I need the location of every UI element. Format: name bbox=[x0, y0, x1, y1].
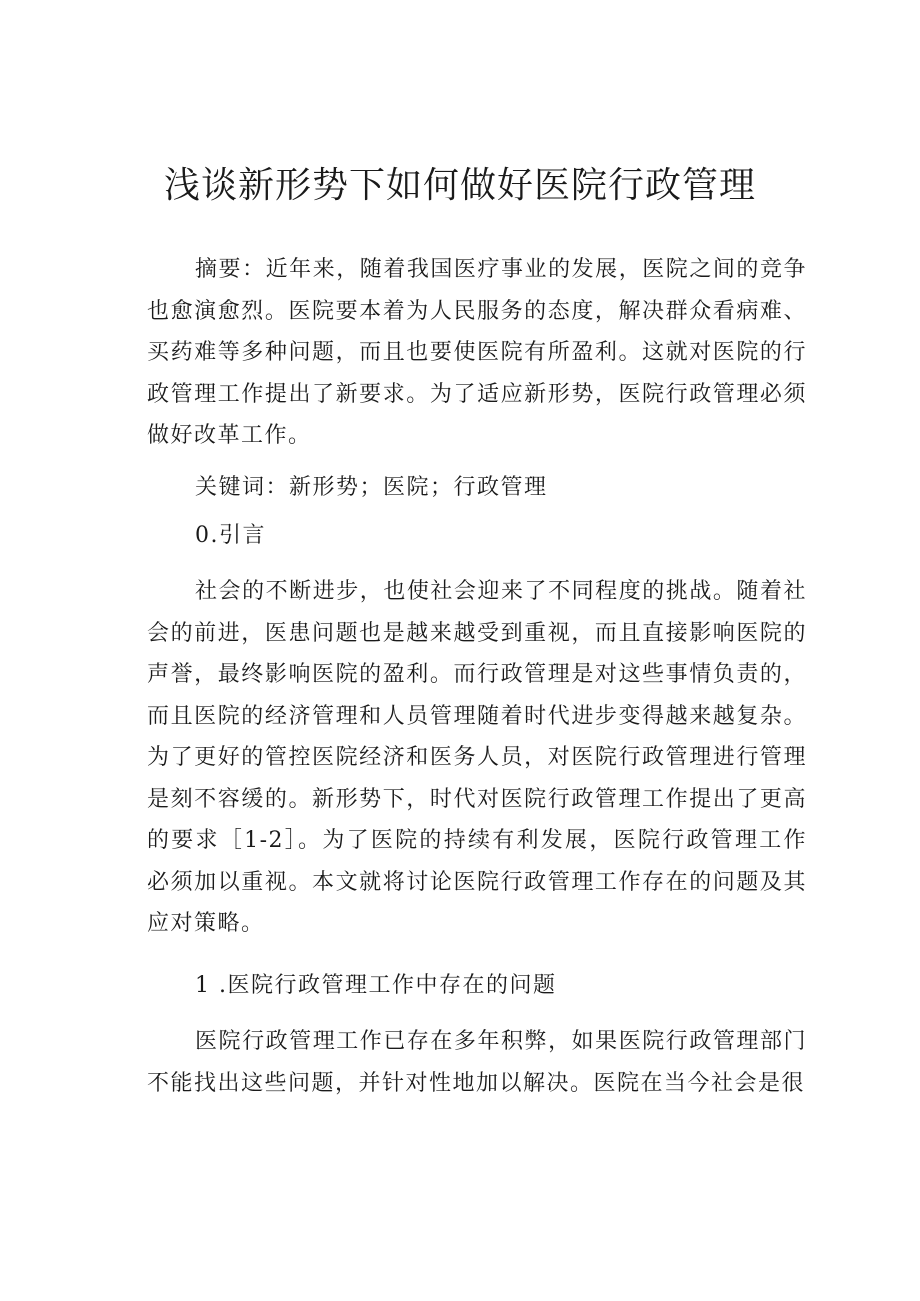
section-1-heading: 1 .医院行政管理工作中存在的问题 bbox=[195, 973, 557, 998]
section-0-body: 社会的不断进步，也使社会迎来了不同程度的挑战。随着社会的前进，医患问题也是越来越受到重视，而且直接影响医院的声誉，最终影响医院的盈利。而行政管理是对这些事情负责的，而且医院的经济管理和人员管理随着时代进步变得越来越复杂。为了更好的管控医院经济和医务人员，对医院行政管理进行管理是刻不容缓的。新形势下，时代对医院行政管理工作提出了更高的要求［1-2］。为了医院的持续有利发展，医院行政管理工作必须加以重视。本文就将讨论医院行政管理工作存在的问题及其应对策略。 bbox=[147, 579, 807, 936]
keywords-line: 关键词：新形势；医院；行政管理 bbox=[195, 475, 548, 500]
abstract-paragraph: 摘要：近年来，随着我国医疗事业的发展，医院之间的竞争也愈演愈烈。医院要本着为人民服务的态度，解决群众看病难、买药难等多种问题，而且也要使医院有所盈利。这就对医院的行政管理工作提出了新要求。为了适应新形势，医院行政管理必须做好改革工作。 bbox=[147, 257, 807, 448]
document-title: 浅谈新形势下如何做好医院行政管理 bbox=[163, 165, 756, 206]
section-1-body: 医院行政管理工作已存在多年积弊，如果医院行政管理部门不能找出这些问题，并针对性地加以解决。医院在当今社会是很 bbox=[147, 1029, 807, 1096]
section-0-heading: 0.引言 bbox=[195, 523, 266, 548]
